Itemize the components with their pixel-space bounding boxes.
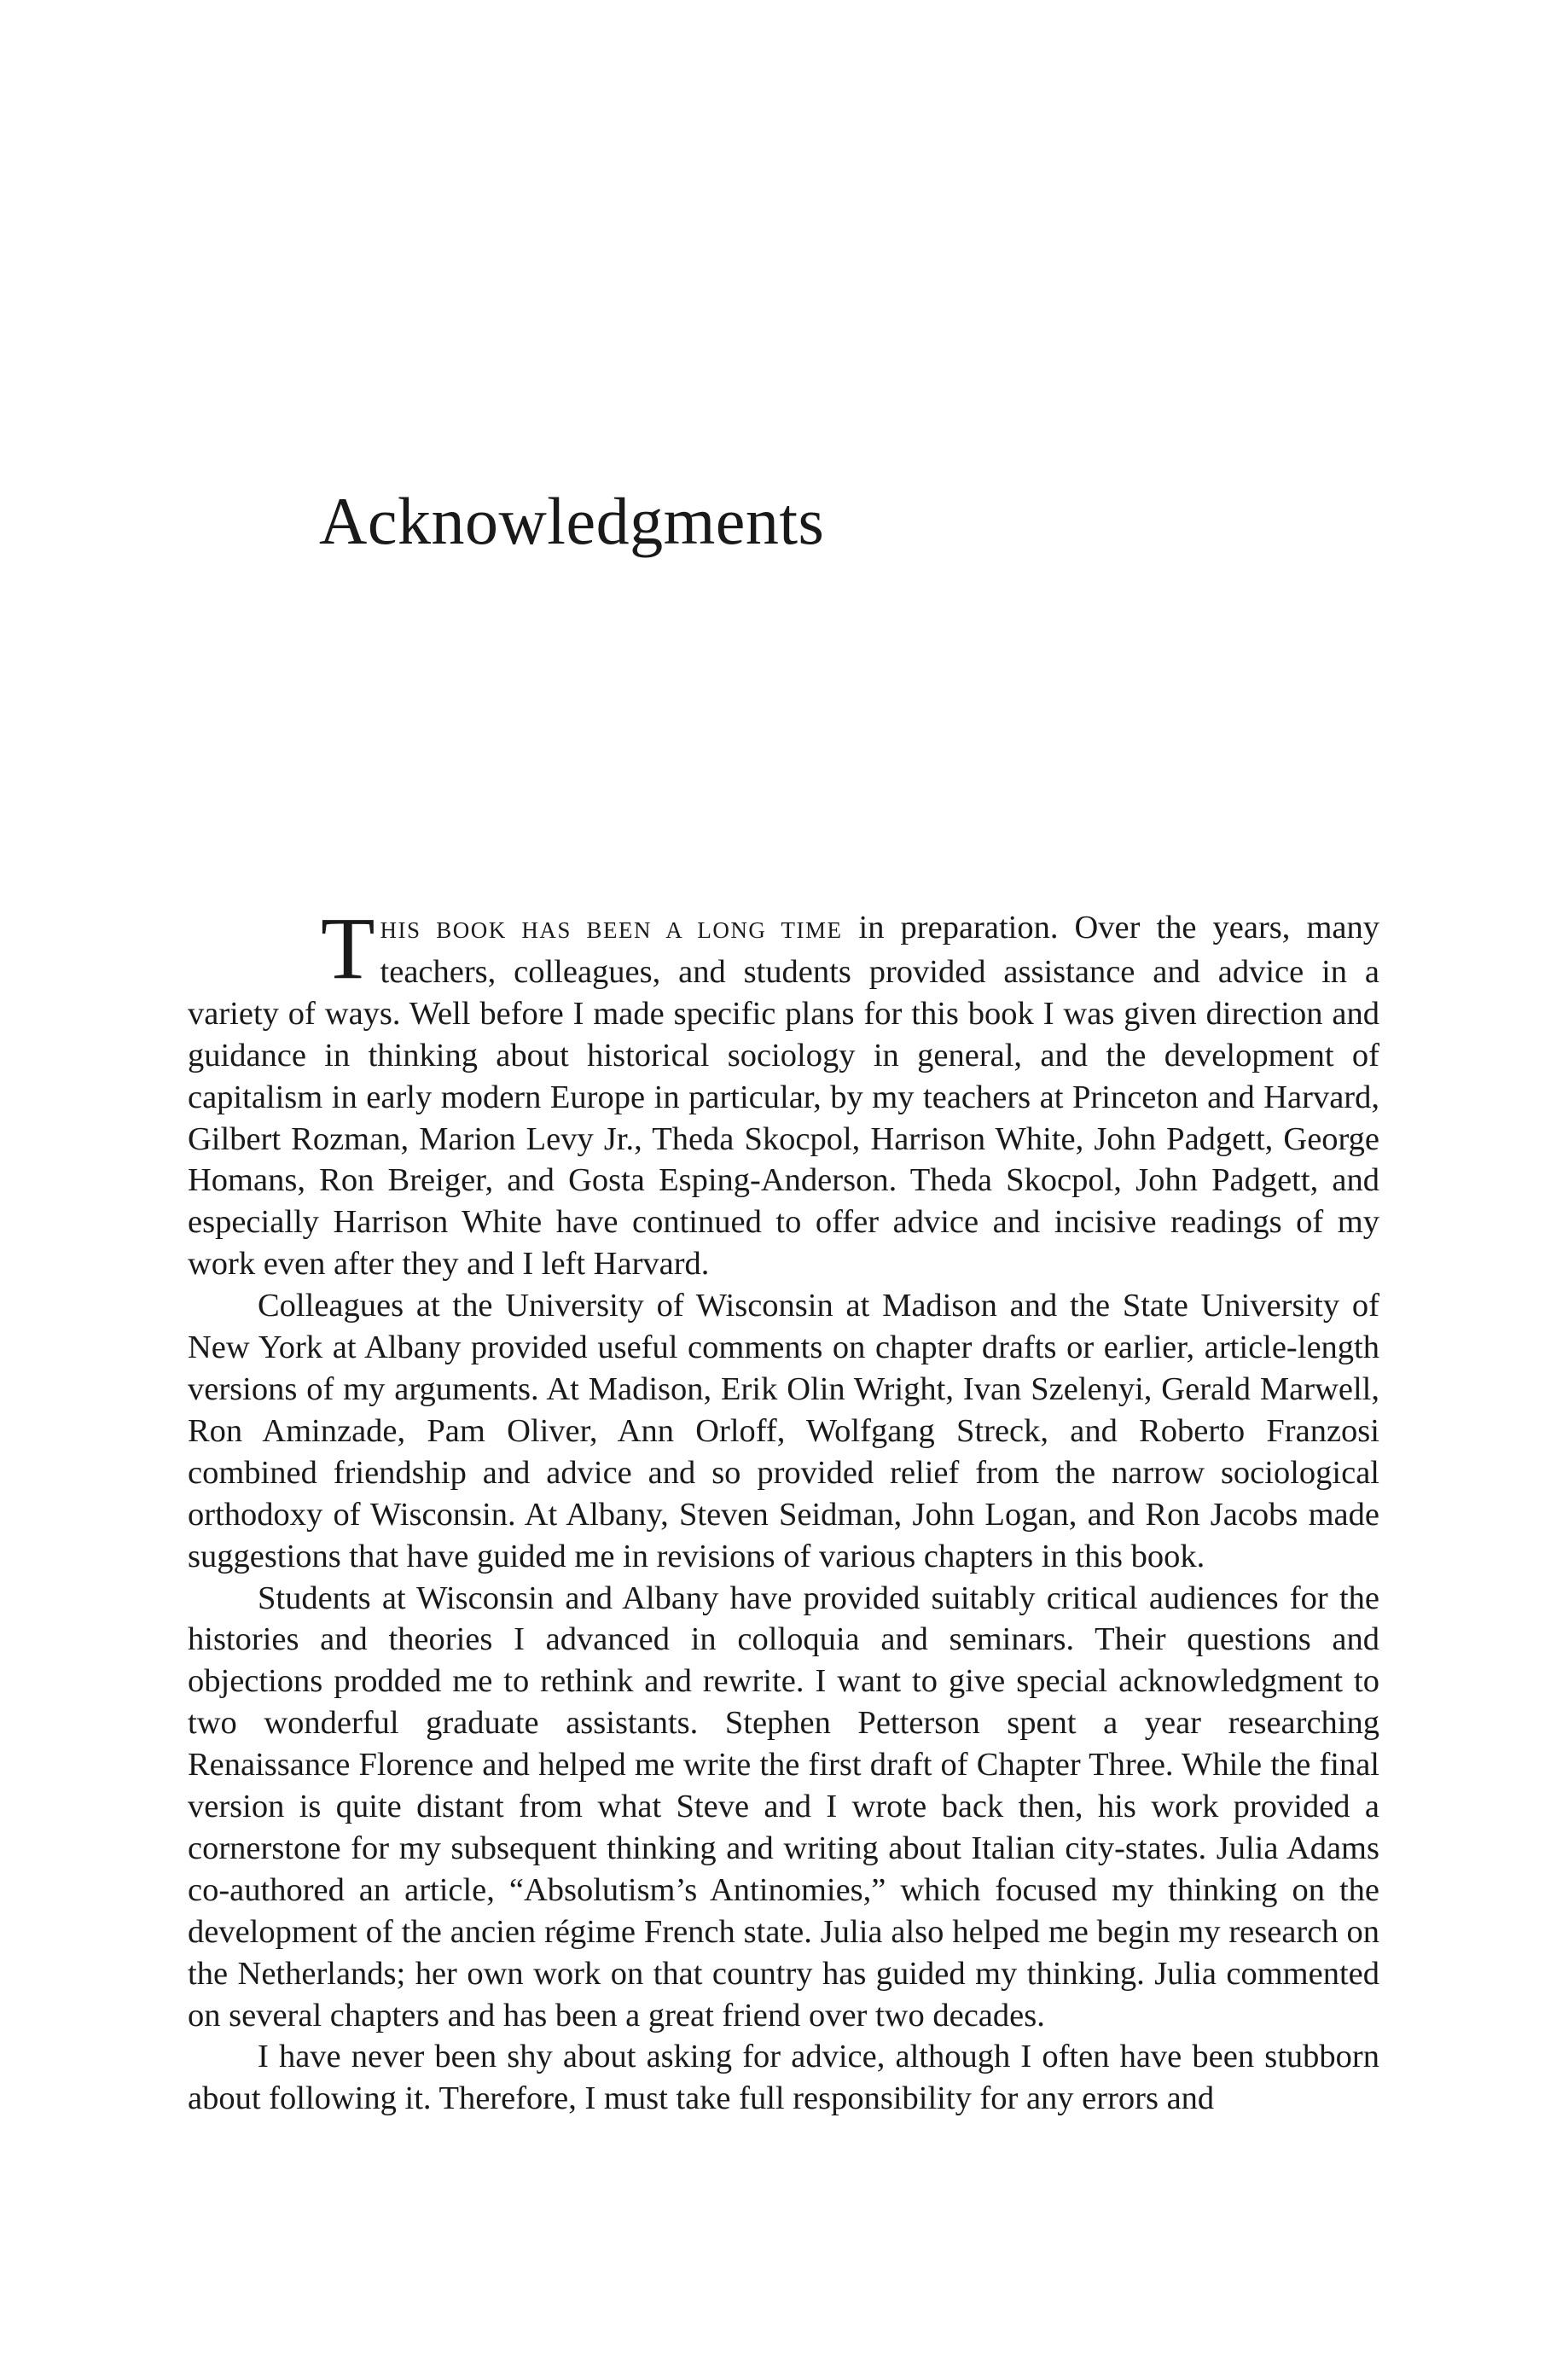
body-text — [188, 899, 1379, 2120]
drop-cap: T — [321, 899, 375, 998]
paragraph-1-text: in preparation. Over the years, many teachers, colleagues, and students provided assistance and advice in a variety of ways. Well before I made specific plans for this book I was given direction and guidance in thinking about historical sociology in general, and the development of capitalism in early modern Europe in particular, by my teachers at Princeton and Harvard, Gilbert Rozman, Marion Levy Jr., Theda Skocpol, Harrison White, John Padgett, George Homans, Ron Breiger, and Gosta Esping-Anderson. Theda Skocpol, John Padgett, and especially Harrison White have continued to offer advice and incisive readings of my work even after they and I left Harvard. — [188, 910, 1379, 1283]
paragraph-1 — [188, 899, 1379, 1285]
lead-in-small-caps: HIS BOOK HAS BEEN A LONG TIME — [380, 917, 843, 943]
page-title: Acknowledgments — [319, 484, 825, 558]
paragraph-3: Students at Wisconsin and Albany have provided suitably critical audiences for the histories and theories I advanced in colloquia and seminars. Their questions and objections prodded me to rethink and rewrite. I want to give special acknowledgment to two wonderful graduate assistants. Stephen Petterson spent a year researching Renaissance Florence and helped me write the first draft of Chapter Three. While the final version is quite distant from what Steve and I wrote back then, his work provided a cornerstone for my subsequent thinking and writing about Italian city-states. Julia Adams co-authored an article, “Absolutism’s Antinomies,” which focused my thinking on the development of the ancien régime French state. Julia also helped me begin my research on the Netherlands; her own work on that country has guided my thinking. Julia commented on several chapters and has been a great friend over two decades. — [188, 1580, 1379, 2033]
paragraph-2: Colleagues at the University of Wisconsin at Madison and the State University of New York at Albany provided useful comments on chapter drafts or earlier, article-length versions of my arguments. At Madison, Erik Olin Wright, Ivan Szelenyi, Gerald Marwell, Ron Aminzade, Pam Oliver, Ann Orloff, Wolfgang Streck, and Roberto Franzosi combined friendship and advice and so provided relief from the narrow sociological orthodoxy of Wisconsin. At Albany, Steven Seidman, John Logan, and Ron Jacobs made suggestions that have guided me in revisions of various chapters in this book. — [188, 1288, 1379, 1574]
paragraph-4: I have never been shy about asking for advice, although I often have been stubborn about following it. Therefore, I must take full responsibility for any errors and — [188, 2039, 1379, 2117]
